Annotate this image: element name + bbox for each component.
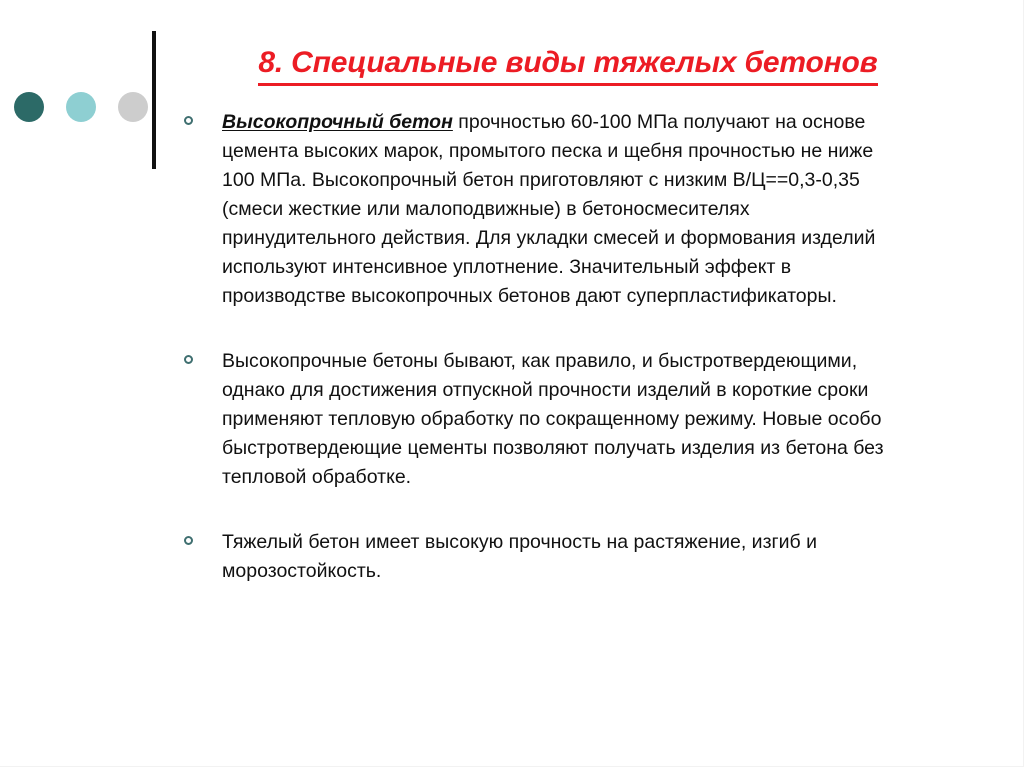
decorative-dots-group [14, 92, 148, 122]
bullet-circle-icon [184, 116, 193, 125]
list-item-body: Тяжелый бетон имеет высокую прочность на растяжение, изгиб и морозостойкость. [222, 531, 817, 582]
decorative-dot-gray-icon [118, 92, 148, 122]
list-item [178, 528, 898, 586]
list-item-text [222, 347, 898, 492]
bullet-circle-icon [184, 355, 193, 364]
bullet-list [178, 108, 898, 586]
list-item [178, 108, 898, 311]
list-item-text [222, 108, 898, 311]
decorative-dot-dark-teal-icon [14, 92, 44, 122]
page-title: 8. Специальные виды тяжелых бетонов [258, 46, 877, 86]
list-item-body: прочностью 60-100 МПа получают на основе цемента высоких марок, промытого песка и щебня прочностью не ниже 100 МПа. Высокопрочный бетон приготовляют с низким В/Ц==0,3-0,35 (смеси жесткие или малоподвижные) в бетоносмесителях принудительного действия. Для укладки смесей и формования изделий используют интенсивное уплотнение. Значительный эффект в производстве высокопрочных бетонов дают суперпластификаторы. [222, 111, 876, 307]
list-item-lead-term: Высокопрочный бетон [222, 111, 453, 133]
list-item-text [222, 528, 898, 586]
decorative-dot-light-teal-icon [66, 92, 96, 122]
vertical-divider [152, 31, 156, 169]
list-item [178, 347, 898, 492]
list-item-body: Высокопрочные бетоны бывают, как правило, и быстротвердеющими, однако для достижения отпускной прочности изделий в короткие сроки применяют тепловую обработку по сокращенному режиму. Новые особо быстротвердеющие цементы позволяют получать изделия из бетона без тепловой обработке. [222, 350, 884, 488]
bullet-circle-icon [184, 536, 193, 545]
title-container [168, 46, 968, 86]
